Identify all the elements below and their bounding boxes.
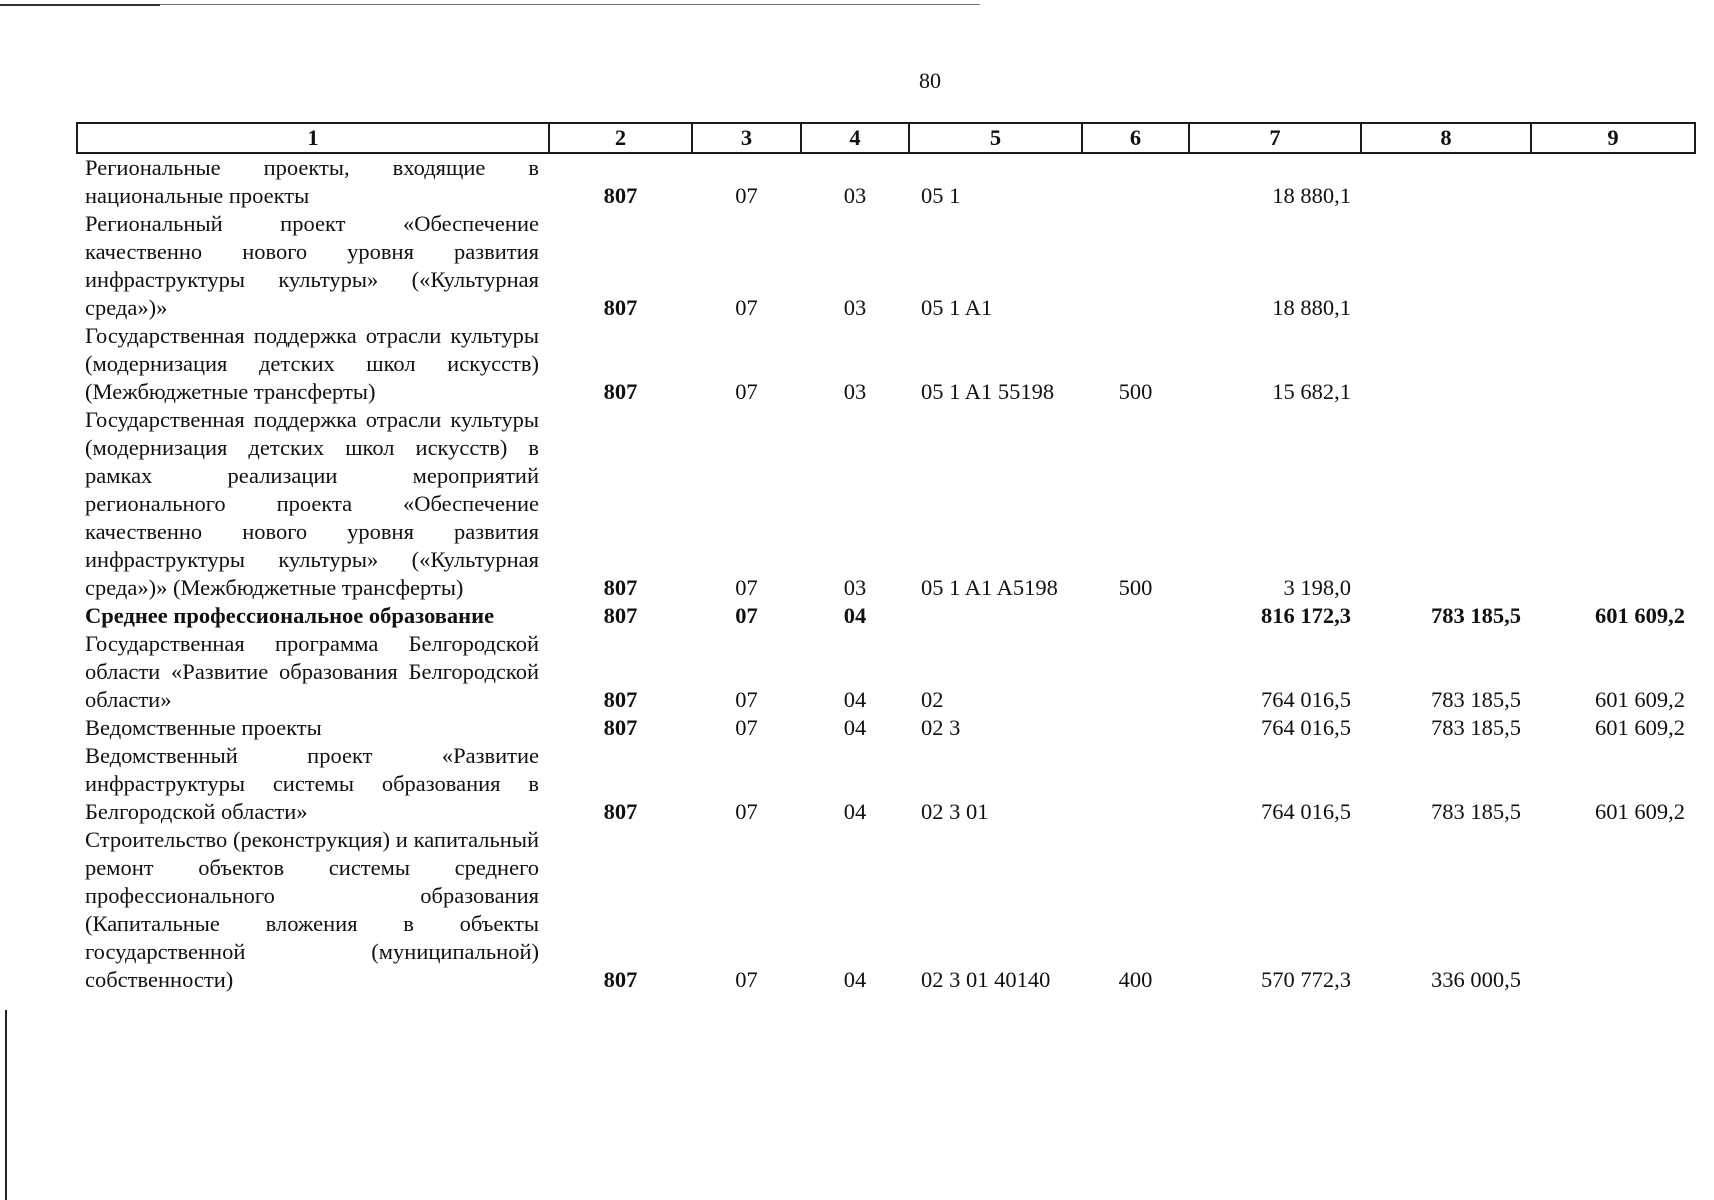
row-amount-col7: 816 172,3: [1261, 603, 1351, 628]
row-target-article: 05 1: [921, 183, 961, 208]
header-col-6: 6: [1082, 123, 1189, 153]
row-amount-col7: 18 880,1: [1272, 295, 1351, 320]
table-body: [77, 153, 1695, 994]
scan-top-edge-mark: [0, 4, 160, 6]
row-section-code: 07: [735, 967, 758, 992]
row-amount-col9: 601 609,2: [1595, 603, 1685, 628]
table-row: [77, 322, 1695, 406]
row-grbs-code: 807: [603, 967, 638, 992]
row-amount-col7: 3 198,0: [1283, 575, 1351, 600]
row-target-article: 02 3: [921, 715, 961, 740]
row-grbs-code: 807: [603, 295, 638, 320]
row-name: Государственная программа Белгородской области «Развитие образования Белгородской области»: [85, 631, 539, 712]
table-row: [77, 826, 1695, 994]
row-amount-col9: [1531, 153, 1695, 210]
row-amount-col7: 15 682,1: [1272, 379, 1351, 404]
row-expense-type: 400: [1118, 967, 1153, 992]
row-amount-col9: 601 609,2: [1595, 687, 1685, 712]
row-subsection-code: 04: [843, 603, 867, 628]
row-target-article: 02 3 01 40140: [921, 967, 1051, 992]
row-expense-type: 500: [1118, 379, 1153, 404]
row-subsection-code: 03: [843, 379, 867, 404]
row-amount-col9: [1531, 826, 1695, 994]
row-amount-col8: [1361, 322, 1531, 406]
scan-left-edge-mark: [5, 1010, 7, 1200]
row-section-code: 07: [735, 575, 758, 600]
row-amount-col7: 764 016,5: [1261, 687, 1351, 712]
row-name: Государственная поддержка отрасли культуры (модернизация детских школ искусств) в рамках реализации мероприятий регионального проекта «Обеспечение качественно нового уровня развития инфраструктуры культуры» («Культурная среда»)» (Межбюджетные трансферты): [85, 407, 539, 600]
row-grbs-code: 807: [603, 183, 638, 208]
row-section-code: 07: [735, 379, 758, 404]
header-col-1: 1: [77, 123, 549, 153]
header-col-2: 2: [549, 123, 692, 153]
row-target-article: [909, 602, 1082, 630]
row-amount-col8: [1361, 406, 1531, 602]
row-amount-col8: 783 185,5: [1431, 715, 1521, 740]
row-amount-col8: 783 185,5: [1431, 687, 1521, 712]
row-grbs-code: 807: [603, 603, 638, 628]
row-subsection-code: 03: [843, 183, 867, 208]
row-name: Ведомственные проекты: [85, 715, 322, 740]
table-row: [77, 630, 1695, 714]
row-name: Среднее профессиональное образование: [85, 603, 495, 628]
budget-table: [76, 122, 1696, 994]
row-amount-col8: 783 185,5: [1431, 799, 1521, 824]
header-col-3: 3: [692, 123, 801, 153]
row-target-article: 05 1 A1: [921, 295, 993, 320]
row-grbs-code: 807: [603, 575, 638, 600]
row-name: Региональные проекты, входящие в национальные проекты: [85, 155, 539, 208]
page-number: 80: [919, 68, 941, 93]
row-target-article: 02 3 01: [921, 799, 989, 824]
row-subsection-code: 04: [843, 687, 867, 712]
table-row: [77, 210, 1695, 322]
row-amount-col7: 764 016,5: [1261, 799, 1351, 824]
row-expense-type: [1082, 602, 1189, 630]
row-section-code: 07: [735, 603, 758, 628]
row-name: Строительство (реконструкция) и капитальный ремонт объектов системы среднего профессионального образования (Капитальные вложения в объекты государственной (муниципальной) собственности): [85, 827, 539, 992]
header-col-9: 9: [1531, 123, 1695, 153]
header-col-7: 7: [1189, 123, 1361, 153]
row-expense-type: [1082, 630, 1189, 714]
row-amount-col9: [1531, 210, 1695, 322]
row-expense-type: [1082, 210, 1189, 322]
row-expense-type: 500: [1118, 575, 1153, 600]
row-target-article: 05 1 A1 55198: [921, 379, 1055, 404]
header-col-8: 8: [1361, 123, 1531, 153]
row-subsection-code: 04: [843, 799, 867, 824]
table-header: [77, 123, 1695, 153]
row-subsection-code: 03: [843, 295, 867, 320]
row-expense-type: [1082, 742, 1189, 826]
table-row: [77, 602, 1695, 630]
row-grbs-code: 807: [603, 687, 638, 712]
row-amount-col8: [1361, 210, 1531, 322]
row-amount-col7: 18 880,1: [1272, 183, 1351, 208]
row-amount-col8: 783 185,5: [1431, 603, 1521, 628]
row-name: Региональный проект «Обеспечение качественно нового уровня развития инфраструктуры культуры» («Культурная среда»)»: [85, 211, 539, 320]
table-row: [77, 742, 1695, 826]
row-grbs-code: 807: [603, 379, 638, 404]
row-amount-col9: 601 609,2: [1595, 799, 1685, 824]
row-section-code: 07: [735, 687, 758, 712]
row-amount-col9: [1531, 406, 1695, 602]
row-expense-type: [1082, 714, 1189, 742]
row-amount-col7: 764 016,5: [1261, 715, 1351, 740]
row-amount-col8: 336 000,5: [1431, 967, 1521, 992]
row-name: Государственная поддержка отрасли культуры (модернизация детских школ искусств) (Межбюджетные трансферты): [85, 323, 539, 404]
row-amount-col7: 570 772,3: [1261, 967, 1351, 992]
row-target-article: 05 1 A1 A5198: [921, 575, 1058, 600]
row-section-code: 07: [735, 715, 758, 740]
row-expense-type: [1082, 153, 1189, 210]
row-subsection-code: 04: [843, 967, 867, 992]
header-col-4: 4: [801, 123, 909, 153]
row-amount-col8: [1361, 153, 1531, 210]
row-subsection-code: 03: [843, 575, 867, 600]
row-section-code: 07: [735, 799, 758, 824]
table-row: [77, 153, 1695, 210]
row-amount-col9: [1531, 322, 1695, 406]
table-row: [77, 406, 1695, 602]
row-grbs-code: 807: [603, 799, 638, 824]
row-section-code: 07: [735, 295, 758, 320]
row-section-code: 07: [735, 183, 758, 208]
row-subsection-code: 04: [843, 715, 867, 740]
row-target-article: 02: [921, 687, 944, 712]
header-row: [77, 123, 1695, 153]
row-amount-col9: 601 609,2: [1595, 715, 1685, 740]
row-grbs-code: 807: [603, 715, 638, 740]
header-col-5: 5: [909, 123, 1082, 153]
table-row: [77, 714, 1695, 742]
row-name: Ведомственный проект «Развитие инфраструктуры системы образования в Белгородской области»: [85, 743, 539, 824]
